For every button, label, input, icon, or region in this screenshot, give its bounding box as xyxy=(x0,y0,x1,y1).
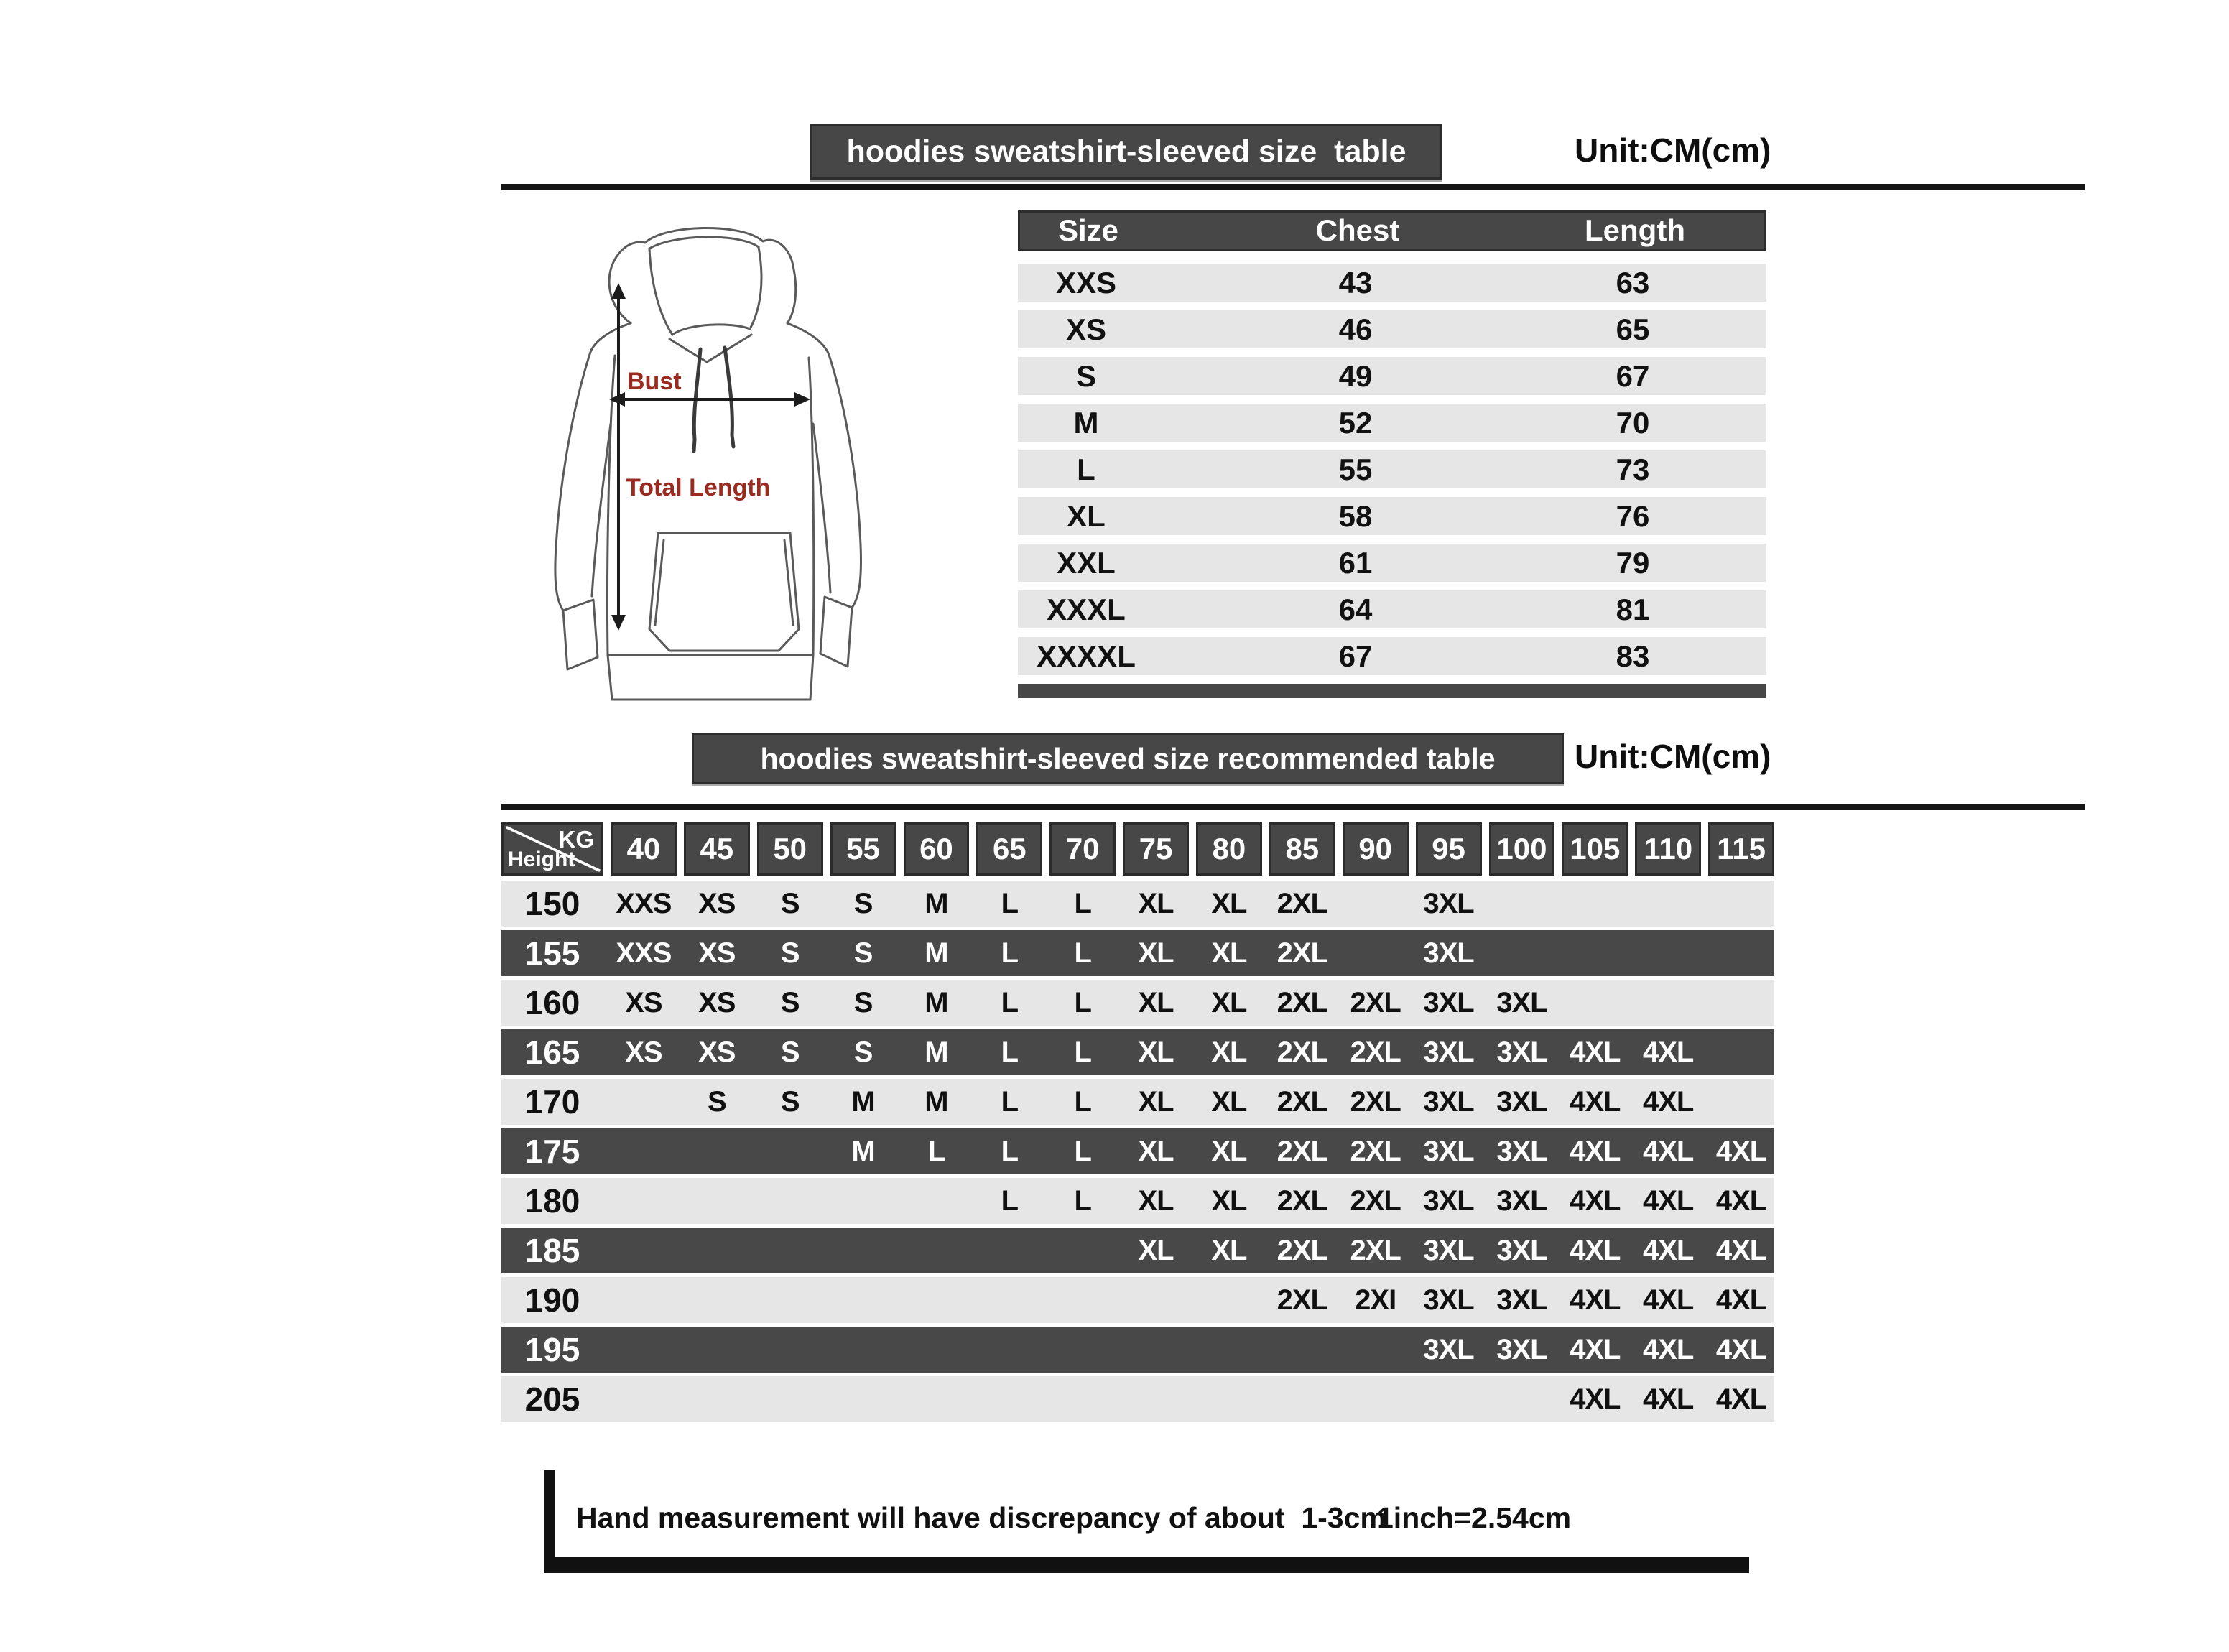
size-table-row xyxy=(1018,544,1766,582)
size-table-row xyxy=(1018,637,1766,675)
matrix-size-cell: L xyxy=(1001,1184,1019,1217)
neckline xyxy=(669,335,751,362)
matrix-size-cell: 2XL xyxy=(1276,1085,1327,1118)
matrix-size-cell: 4XL xyxy=(1643,1333,1694,1365)
matrix-size-cell: 4XL xyxy=(1570,1333,1621,1365)
hood-opening-right xyxy=(750,247,761,329)
matrix-size-cell: 3XL xyxy=(1423,1135,1474,1167)
matrix-size-cell: M xyxy=(924,1036,948,1068)
matrix-size-cell: 3XL xyxy=(1423,1085,1474,1118)
size-table xyxy=(1018,210,1766,698)
matrix-size-cell: XL xyxy=(1211,937,1247,969)
weight-header-cell: 75 xyxy=(1123,822,1189,876)
right-cuff xyxy=(820,597,852,667)
size-table-cell-chest: 52 xyxy=(1338,405,1373,440)
matrix-size-cell: L xyxy=(1074,986,1091,1018)
matrix-height-label: 205 xyxy=(524,1380,580,1418)
matrix-height-label: 150 xyxy=(524,885,580,922)
bust-arrowhead-right xyxy=(794,392,810,407)
matrix-size-cell: S xyxy=(853,986,873,1018)
matrix-size-cell: S xyxy=(853,937,873,969)
weight-header-cell: 80 xyxy=(1196,822,1262,876)
matrix-size-cell: L xyxy=(1074,1184,1091,1217)
size-table-row xyxy=(1018,310,1766,348)
matrix-size-cell: L xyxy=(927,1135,945,1167)
matrix-height-label: 175 xyxy=(524,1133,580,1170)
matrix-size-cell: M xyxy=(851,1085,875,1118)
inch-conversion-note: 1inch=2.54cm xyxy=(1377,1501,1572,1534)
size-table-cell-size: L xyxy=(1077,452,1095,486)
matrix-size-cell: M xyxy=(851,1135,875,1167)
matrix-size-cell: L xyxy=(1074,937,1091,969)
matrix-size-cell: M xyxy=(924,986,948,1018)
weight-header-cell: 95 xyxy=(1416,822,1482,876)
matrix-size-cell: 4XL xyxy=(1715,1284,1767,1316)
matrix-size-cell: XL xyxy=(1211,887,1247,919)
matrix-size-cell: XL xyxy=(1211,1135,1247,1167)
weight-header-cell: 65 xyxy=(976,822,1042,876)
matrix-size-cell: XL xyxy=(1138,937,1174,969)
weight-header-cell: 45 xyxy=(684,822,750,876)
matrix-size-cell: S xyxy=(707,1085,726,1118)
matrix-size-cell: S xyxy=(780,986,800,1018)
matrix-height-label: 185 xyxy=(524,1232,580,1269)
footer-bracket-horizontal xyxy=(544,1557,1749,1573)
matrix-size-cell: S xyxy=(853,887,873,919)
matrix-size-cell: L xyxy=(1001,1036,1019,1068)
matrix-size-cell: 4XL xyxy=(1715,1383,1767,1415)
matrix-size-cell: L xyxy=(1074,1135,1091,1167)
recommended-table-unit-label: Unit:CM(cm) xyxy=(1575,738,1771,775)
size-table-row xyxy=(1018,264,1766,302)
matrix-size-cell: 3XL xyxy=(1423,1036,1474,1068)
matrix-size-cell: XXS xyxy=(616,887,672,919)
size-table-cell-size: XXS xyxy=(1055,265,1117,300)
matrix-size-cell: XL xyxy=(1211,1184,1247,1217)
matrix-size-cell: 4XL xyxy=(1570,1036,1621,1068)
size-table-row xyxy=(1018,497,1766,535)
matrix-size-cell: 2XL xyxy=(1276,1234,1327,1266)
matrix-size-cell: 2XL xyxy=(1350,1184,1401,1217)
matrix-size-cell: 3XL xyxy=(1423,1234,1474,1266)
matrix-size-cell: 4XL xyxy=(1643,1135,1694,1167)
weight-header-cell: 50 xyxy=(757,822,823,876)
matrix-row xyxy=(501,1327,1774,1373)
matrix-size-cell: XL xyxy=(1138,986,1174,1018)
matrix-size-cell: 2XL xyxy=(1276,986,1327,1018)
length-column-header: Length xyxy=(1585,213,1685,247)
weight-header-cell: 60 xyxy=(904,822,970,876)
weight-header-cell: 115 xyxy=(1708,822,1774,876)
size-table-cell-size: XXL xyxy=(1057,545,1116,580)
matrix-size-cell: XL xyxy=(1211,986,1247,1018)
matrix-row xyxy=(501,930,1774,976)
size-table-cell-chest: 55 xyxy=(1338,452,1373,486)
size-table-cell-length: 67 xyxy=(1616,358,1650,393)
size-table-cell-length: 76 xyxy=(1616,498,1650,533)
matrix-size-cell: 3XL xyxy=(1496,1234,1547,1266)
matrix-row xyxy=(501,1228,1774,1273)
matrix-size-cell: XL xyxy=(1138,1184,1174,1217)
matrix-size-cell: 3XL xyxy=(1496,1135,1547,1167)
matrix-size-cell: 2XL xyxy=(1350,986,1401,1018)
matrix-size-cell: 2XL xyxy=(1276,1036,1327,1068)
size-table-body xyxy=(1018,264,1766,675)
matrix-size-cell: 2XL xyxy=(1276,1284,1327,1316)
matrix-size-cell: 4XL xyxy=(1570,1234,1621,1266)
size-table-cell-size: M xyxy=(1073,405,1099,440)
matrix-size-cell: 2XL xyxy=(1350,1135,1401,1167)
size-table-cell-chest: 49 xyxy=(1338,358,1373,393)
size-table-footer-bar xyxy=(1018,684,1766,698)
size-table-cell-size: XL xyxy=(1067,498,1106,533)
matrix-size-cell: XL xyxy=(1138,1085,1174,1118)
matrix-size-cell: S xyxy=(780,1085,800,1118)
matrix-size-cell: L xyxy=(1001,1085,1019,1118)
matrix-size-cell: 2XL xyxy=(1350,1036,1401,1068)
size-table-cell-length: 65 xyxy=(1616,312,1650,346)
size-table-cell-chest: 43 xyxy=(1338,265,1373,300)
matrix-size-cell: XL xyxy=(1138,1036,1174,1068)
matrix-size-cell: XS xyxy=(698,887,736,919)
weight-header-cell: 40 xyxy=(611,822,677,876)
matrix-size-cell: L xyxy=(1074,1085,1091,1118)
matrix-size-cell: 4XL xyxy=(1643,1284,1694,1316)
matrix-size-cell: 3XL xyxy=(1423,937,1474,969)
matrix-height-label: 165 xyxy=(524,1034,580,1071)
matrix-height-label: 190 xyxy=(524,1281,580,1319)
right-sleeve-outer xyxy=(787,323,861,608)
matrix-size-cell: 3XL xyxy=(1496,1333,1547,1365)
recommended-table-title-bar xyxy=(692,733,1564,784)
weight-header-cell: 70 xyxy=(1049,822,1116,876)
kangaroo-pocket xyxy=(649,533,799,651)
body-right-edge xyxy=(809,358,814,655)
matrix-size-cell: XL xyxy=(1138,1135,1174,1167)
matrix-size-cell: 4XL xyxy=(1643,1184,1694,1217)
matrix-size-cell: 2XL xyxy=(1276,887,1327,919)
matrix-row xyxy=(501,881,1774,927)
matrix-size-cell: S xyxy=(853,1036,873,1068)
matrix-size-cell: S xyxy=(780,1036,800,1068)
matrix-size-cell: 3XL xyxy=(1423,1333,1474,1365)
left-cuff xyxy=(563,600,598,669)
matrix-size-cell: 3XL xyxy=(1496,986,1547,1018)
matrix-size-cell: 4XL xyxy=(1570,1085,1621,1118)
matrix-size-cell: 2XL xyxy=(1350,1085,1401,1118)
size-table-row xyxy=(1018,450,1766,488)
matrix-size-cell: 4XL xyxy=(1570,1135,1621,1167)
weight-header-cell: 55 xyxy=(830,822,896,876)
hood-opening-bottom xyxy=(672,325,750,335)
recommended-table-title: hoodies sweatshirt-sleeved size recommended table xyxy=(760,742,1496,775)
total-length-label: Total Length xyxy=(626,474,771,501)
recommended-size-matrix xyxy=(501,822,1774,1426)
size-column-header: Size xyxy=(1057,213,1119,247)
hem-band xyxy=(608,655,813,700)
middle-divider-line xyxy=(501,804,2085,810)
total-length-arrowhead-top xyxy=(611,283,626,299)
kg-height-corner-cell xyxy=(501,822,603,876)
corner-height-label: Height xyxy=(508,848,575,871)
size-table-cell-size: S xyxy=(1075,358,1096,393)
matrix-size-cell: XL xyxy=(1211,1036,1247,1068)
matrix-size-cell: XS xyxy=(625,1036,662,1068)
size-table-cell-chest: 67 xyxy=(1338,639,1373,673)
matrix-body xyxy=(501,881,1774,1422)
matrix-size-cell: XL xyxy=(1211,1085,1247,1118)
matrix-size-cell: 4XL xyxy=(1715,1333,1767,1365)
matrix-height-label: 180 xyxy=(524,1182,580,1220)
matrix-size-cell: 4XL xyxy=(1570,1383,1621,1415)
matrix-size-cell: XL xyxy=(1138,887,1174,919)
size-table-cell-length: 81 xyxy=(1616,592,1650,626)
bust-label: Bust xyxy=(627,368,682,395)
size-table-header-row xyxy=(1018,210,1766,251)
size-table-cell-chest: 58 xyxy=(1338,498,1373,533)
matrix-row xyxy=(501,1029,1774,1075)
size-table-cell-size: XXXXL xyxy=(1037,639,1136,673)
weight-header-cell: 110 xyxy=(1635,822,1701,876)
weight-header-cell: 100 xyxy=(1489,822,1555,876)
size-table-row xyxy=(1018,590,1766,628)
matrix-size-cell: 4XL xyxy=(1643,1234,1694,1266)
size-table-cell-chest: 64 xyxy=(1338,592,1373,626)
corner-kg-label: KG xyxy=(558,826,594,853)
matrix-size-cell: M xyxy=(924,937,948,969)
size-table-cell-length: 73 xyxy=(1616,452,1650,486)
size-table-cell-length: 70 xyxy=(1616,405,1650,440)
matrix-size-cell: L xyxy=(1001,986,1019,1018)
matrix-size-cell: 2XL xyxy=(1276,1135,1327,1167)
matrix-size-cell: 3XL xyxy=(1423,986,1474,1018)
matrix-size-cell: L xyxy=(1074,887,1091,919)
matrix-row xyxy=(501,1079,1774,1125)
right-sleeve-inner xyxy=(813,424,830,593)
matrix-header-row xyxy=(501,822,1774,876)
size-table-title-bar xyxy=(810,124,1442,180)
matrix-size-cell: 3XL xyxy=(1496,1085,1547,1118)
matrix-size-cell: 3XL xyxy=(1496,1036,1547,1068)
matrix-size-cell: 4XL xyxy=(1715,1234,1767,1266)
size-table-cell-length: 63 xyxy=(1616,265,1650,300)
weight-header-cell: 85 xyxy=(1269,822,1335,876)
matrix-height-label: 155 xyxy=(524,934,580,972)
size-table-row xyxy=(1018,404,1766,442)
matrix-size-cell: XS xyxy=(698,986,736,1018)
drawstring-right xyxy=(725,348,733,447)
weight-header-cell: 90 xyxy=(1343,822,1409,876)
size-table-cell-length: 79 xyxy=(1616,545,1650,580)
size-table-cell-length: 83 xyxy=(1616,639,1650,673)
matrix-size-cell: 4XL xyxy=(1643,1383,1694,1415)
matrix-row xyxy=(501,1376,1774,1422)
matrix-size-cell: 2XL xyxy=(1276,937,1327,969)
matrix-size-cell: M xyxy=(924,1085,948,1118)
hood-inner-band xyxy=(649,237,759,249)
matrix-size-cell: 2XL xyxy=(1350,1234,1401,1266)
matrix-size-cell: XS xyxy=(698,937,736,969)
matrix-height-label: 170 xyxy=(524,1083,580,1120)
matrix-size-cell: 2XL xyxy=(1276,1184,1327,1217)
matrix-size-cell: L xyxy=(1001,1135,1019,1167)
matrix-size-cell: XS xyxy=(625,986,662,1018)
matrix-size-cell: L xyxy=(1001,937,1019,969)
hood-outline xyxy=(609,228,796,323)
matrix-row xyxy=(501,1178,1774,1224)
hood-opening-left xyxy=(649,249,672,335)
matrix-row xyxy=(501,980,1774,1026)
matrix-size-cell: S xyxy=(780,937,800,969)
matrix-size-cell: XL xyxy=(1138,1234,1174,1266)
matrix-size-cell: L xyxy=(1001,887,1019,919)
matrix-row xyxy=(501,1128,1774,1174)
size-table-cell-chest: 46 xyxy=(1338,312,1373,346)
matrix-size-cell: 3XL xyxy=(1496,1284,1547,1316)
matrix-size-cell: 3XL xyxy=(1423,887,1474,919)
matrix-size-cell: 4XL xyxy=(1570,1284,1621,1316)
matrix-size-cell: XXS xyxy=(616,937,672,969)
matrix-height-label: 195 xyxy=(524,1331,580,1368)
top-divider-line xyxy=(501,184,2085,190)
matrix-size-cell: 4XL xyxy=(1715,1135,1767,1167)
size-table-row xyxy=(1018,357,1766,395)
matrix-size-cell: M xyxy=(924,887,948,919)
weight-header-cell: 105 xyxy=(1562,822,1628,876)
total-length-arrowhead-bottom xyxy=(611,615,626,631)
matrix-size-cell: 4XL xyxy=(1570,1184,1621,1217)
matrix-size-cell: 3XL xyxy=(1423,1284,1474,1316)
matrix-size-cell: L xyxy=(1074,1036,1091,1068)
hoodie-measurement-diagram xyxy=(523,208,927,711)
matrix-size-cell: S xyxy=(780,887,800,919)
matrix-size-cell: XL xyxy=(1211,1234,1247,1266)
matrix-size-cell: 3XL xyxy=(1423,1184,1474,1217)
matrix-size-cell: 3XL xyxy=(1496,1184,1547,1217)
chest-column-header: Chest xyxy=(1315,213,1400,247)
matrix-size-cell: 4XL xyxy=(1715,1184,1767,1217)
measurement-note: Hand measurement will have discrepancy of about 1-3cm xyxy=(576,1501,1386,1534)
size-table-cell-size: XS xyxy=(1065,312,1107,346)
size-table-cell-chest: 61 xyxy=(1338,545,1373,580)
matrix-height-label: 160 xyxy=(524,984,580,1021)
matrix-size-cell: 4XL xyxy=(1643,1085,1694,1118)
matrix-size-cell: 2XI xyxy=(1355,1284,1396,1316)
size-table-unit-label: Unit:CM(cm) xyxy=(1575,131,1771,169)
matrix-size-cell: XS xyxy=(698,1036,736,1068)
matrix-size-cell: 4XL xyxy=(1643,1036,1694,1068)
size-table-cell-size: XXXL xyxy=(1047,592,1126,626)
size-table-title: hoodies sweatshirt-sleeved size table xyxy=(846,134,1407,169)
matrix-row xyxy=(501,1277,1774,1323)
